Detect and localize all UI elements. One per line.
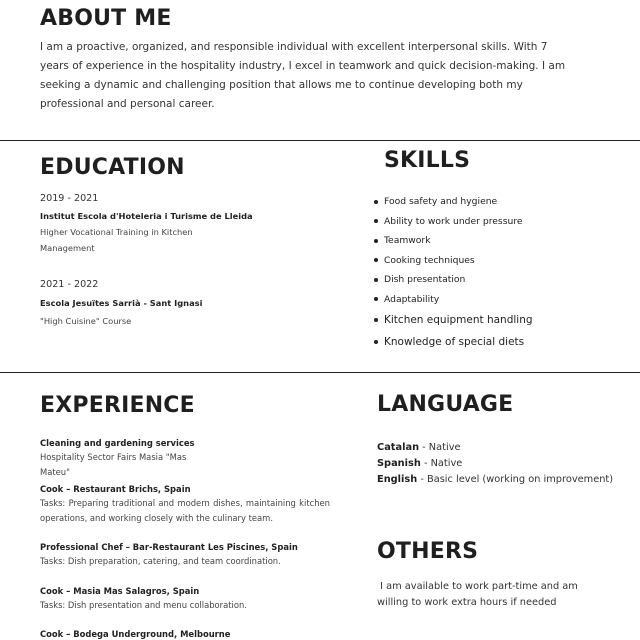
education-course: "High Cuisine" Course <box>40 316 132 326</box>
experience-entry <box>40 436 220 480</box>
education-entry <box>40 276 300 330</box>
experience-desc: Tasks: Dish preparation, catering, and team coordination. <box>40 556 281 566</box>
bullet-icon <box>374 278 378 282</box>
skill-label: Teamwork <box>384 235 431 247</box>
about-text <box>40 38 600 114</box>
experience-entry <box>40 584 330 613</box>
experience-entry <box>40 627 330 640</box>
skill-label: Ability to work under pressure <box>384 215 523 227</box>
about-line: professional and personal career. <box>40 98 215 110</box>
skill-label: Cooking techniques <box>384 254 475 266</box>
language-level: - Native <box>419 442 461 453</box>
list-item <box>377 472 627 488</box>
bullet-icon <box>374 318 378 322</box>
about-heading: ABOUT ME <box>40 6 172 31</box>
skill-label: Kitchen equipment handling <box>384 314 533 326</box>
language-name: English <box>377 474 418 485</box>
list-item <box>374 231 624 251</box>
experience-title: Cook – Masia Mas Salagros, Spain <box>40 586 200 596</box>
list-item <box>374 290 624 310</box>
about-line: years of experience in the hospitality industry, I excel in teamwork and quick decision-making. I am <box>40 60 566 72</box>
experience-title: Cook – Restaurant Brichs, Spain <box>40 484 191 494</box>
experience-heading: EXPERIENCE <box>40 393 195 418</box>
education-years: 2021 - 2022 <box>40 279 99 290</box>
list-item <box>374 331 624 353</box>
language-level: - Native <box>420 458 463 469</box>
education-years: 2019 - 2021 <box>40 193 99 204</box>
section-divider <box>0 140 640 141</box>
education-course: Management <box>40 243 95 253</box>
list-item <box>374 270 624 290</box>
others-line: willing to work extra hours if needed <box>377 597 557 608</box>
experience-desc: Tasks: Preparing traditional and modern dishes, maintaining kitchen operations, and working closely with the culinary team. <box>40 498 330 523</box>
list-item <box>377 456 627 472</box>
others-line: I am available to work part-time and am <box>377 581 578 592</box>
about-line: I am a proactive, organized, and responsible individual with excellent interpersonal skills. With 7 <box>40 41 548 53</box>
bullet-icon <box>374 340 378 344</box>
language-list <box>377 440 627 488</box>
experience-entry <box>40 540 330 569</box>
skill-label: Food safety and hygiene <box>384 196 498 208</box>
list-item <box>374 309 624 331</box>
others-heading: OTHERS <box>377 539 479 564</box>
skills-list <box>374 192 624 353</box>
others-text <box>377 579 627 611</box>
list-item <box>374 251 624 271</box>
education-entry <box>40 190 300 256</box>
experience-title: Cook – Bodega Underground, Melbourne <box>40 629 231 639</box>
list-item <box>377 440 627 456</box>
list-item <box>374 212 624 232</box>
experience-desc: Mateu" <box>40 467 70 477</box>
skill-label: Dish presentation <box>384 274 466 286</box>
bullet-icon <box>374 297 378 301</box>
experience-entry <box>40 482 330 526</box>
experience-desc: Hospitality Sector Fairs Masia "Mas <box>40 452 187 462</box>
skill-label: Knowledge of special diets <box>384 336 525 348</box>
language-name: Spanish <box>377 458 421 469</box>
experience-desc: Tasks: Dish presentation and menu collaboration. <box>40 600 247 610</box>
section-divider <box>0 372 640 373</box>
language-heading: LANGUAGE <box>377 392 514 417</box>
bullet-icon <box>374 258 378 262</box>
bullet-icon <box>374 219 378 223</box>
education-heading: EDUCATION <box>40 155 185 180</box>
skill-label: Adaptability <box>384 293 440 305</box>
skills-heading: SKILLS <box>384 148 471 173</box>
experience-title: Professional Chef – Bar-Restaurant Les Piscines, Spain <box>40 542 298 552</box>
about-line: seeking a dynamic and challenging position that allows me to continue developing both my <box>40 79 523 91</box>
list-item <box>374 192 624 212</box>
bullet-icon <box>374 239 378 243</box>
education-course: Higher Vocational Training in Kitchen <box>40 227 193 237</box>
experience-title: Cleaning and gardening services <box>40 438 195 448</box>
education-school: Institut Escola d'Hoteleria i Turisme de Lleida <box>40 211 253 221</box>
bullet-icon <box>374 200 378 204</box>
language-level: - Basic level (working on improvement) <box>417 474 614 485</box>
education-school: Escola Jesuïtes Sarrià - Sant Ignasi <box>40 298 203 308</box>
language-name: Catalan <box>377 442 420 453</box>
